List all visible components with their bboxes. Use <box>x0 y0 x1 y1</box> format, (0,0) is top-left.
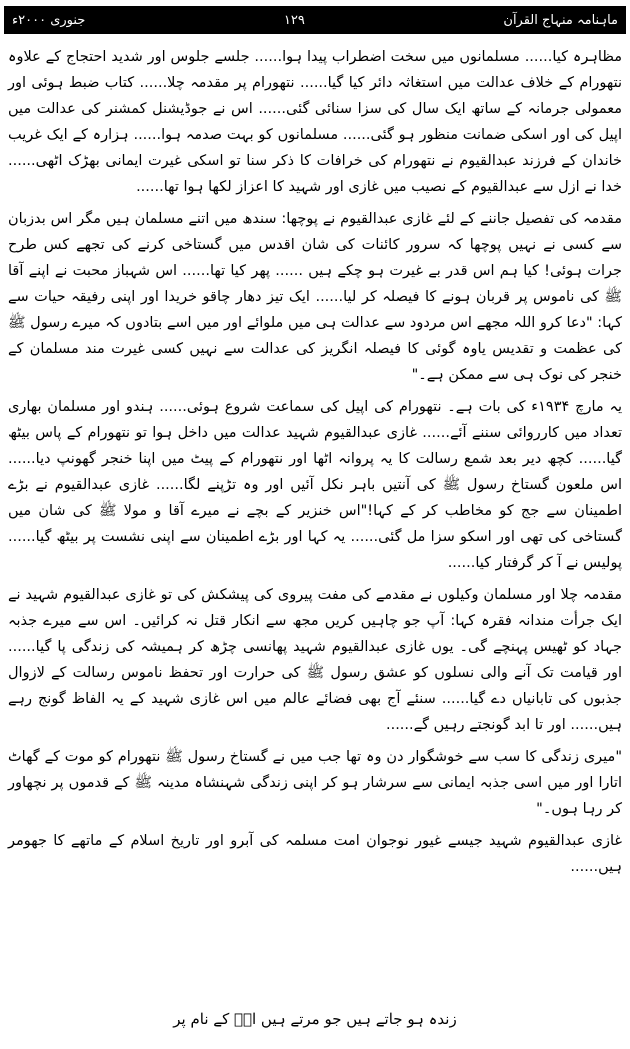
magazine-title: ماہنامہ منہاج القرآن <box>503 12 618 28</box>
page-header <box>4 6 626 34</box>
closing-couplet: زندہ ہو جاتے ہیں جو مرتے ہیں انؐ کے نام پر <box>173 1010 457 1028</box>
page-number: ۱۲۹ <box>283 12 305 28</box>
issue-date: جنوری ۲۰۰۰ء <box>12 12 86 28</box>
paragraph: مقدمہ چلا اور مسلمان وکیلوں نے مقدمے کی مفت پیروی کی پیشکش کی تو غازی عبدالقیوم شہید نے ایک جرأت مندانہ فقرہ کہا: آپ جو چاہیں کریں مجھ سے انکار قتل نہ کرائیں۔ اس سے میرے جذبہ جہاد کو ٹھیس پہنچے گی۔ یوں غازی عبدالقیوم شہید پھانسی چڑھ کر ہمیشہ کی زندگی پا گیا...... اور قیامت تک آنے والی نسلوں کو عشق رسول ﷺ کی حرارت اور تحفظ ناموس رسالت کے لازوال جذبوں کی تابانیاں دے گیا...... سنئے آج بھی فضائے عالم میں اس غازی شہید کے یہ الفاظ گونج رہے ہیں...... اور تا ابد گونجتے رہیں گے...... <box>8 587 622 733</box>
paragraph: مقدمہ کی تفصیل جاننے کے لئے غازی عبدالقیوم نے پوچھا: سندھ میں اتنے مسلمان ہیں مگر اس بدزبان سے کسی نے نہیں پوچھا کہ سرور کائنات کی شان اقدس میں گستاخی کرنے کی تجھے کس طرح جرات ہوئی! کیا ہم اس قدر بے غیرت ہو چکے ہیں ...... پھر کیا تھا...... اس شہباز محبت نے اپنے آقا ﷺ کی ناموس پر قربان ہونے کا فیصلہ کر لیا...... ایک تیز دھار چاقو خریدا اور اپنی رفیقہ حیات سے کہا: "دعا کرو اللہ مجھے اس مردود سے عدالت ہی میں ملوائے اور میں اسے بتادوں کہ میرے رسول ﷺ کی عظمت و تقدیس یاوہ گوئی کا فیصلہ انگریز کی عدالت سے نہیں کسی غیرت مند مسلمان کے خنجر کی نوک ہی سے ممکن ہے۔" <box>8 211 622 383</box>
paragraph: غازی عبدالقیوم شہید جیسے غیور نوجوان امت مسلمہ کی آبرو اور تاریخ اسلام کے ماتھے کا جھومر ہیں...... <box>8 833 622 875</box>
paragraph: یہ مارچ ۱۹۳۴ء کی بات ہے۔ نتھورام کی اپیل کی سماعت شروع ہوئی...... ہندو اور مسلمان بھاری تعداد میں کارروائی سننے آئے...... غازی عبدالقیوم شہید عدالت میں داخل ہوا تو نتھورام کے پاس بیٹھ گیا...... کچھ دیر بعد شمع رسالت کا یہ پروانہ اٹھا اور نتھورام کے پیٹ میں اپنا خنجر گھونپ دیا...... اس ملعون گستاخ رسول ﷺ کی آنتیں باہر نکل آئیں اور وہ تڑپنے لگا...... غازی عبدالقیوم نے بڑے اطمینان سے جج کو مخاطب کر کے کہا!"اس خنزیر کے بچے نے میرے آقا و مولا ﷺ کی شان میں گستاخی کی تھی اور اسکو سزا مل گئی...... یہ کہا اور بڑے اطمینان سے اپنی نشست پر بیٹھ گیا...... پولیس نے آ کر گرفتار کیا...... <box>8 399 622 571</box>
paragraph: مظاہرہ کیا...... مسلمانوں میں سخت اضطراب پیدا ہوا...... جلسے جلوس اور شدید احتجاج کے علاوہ نتھورام کے خلاف عدالت میں استغاثہ دائر کیا گیا...... نتھورام پر مقدمہ چلا...... کتاب ضبط ہوئی اور معمولی جرمانہ کے ساتھ ایک سال کی سزا سنائی گئی...... اس نے جوڈیشنل کمشنر کی عدالت میں اپیل کی اور اسکی ضمانت منظور ہو گئی...... مسلمانوں کو بہت صدمہ ہوا...... ہزارہ کے ایک غریب خاندان کے فرزند عبدالقیوم نے نتھورام کی خرافات کا ذکر سنا تو اسکی غیرت ایمانی بھڑک اٹھی...... خدا نے ازل سے عبدالقیوم کے نصیب میں غازی اور شہید کا اعزاز لکھا ہوا تھا...... <box>8 49 622 195</box>
article-body <box>8 44 622 886</box>
paragraph: "میری زندگی کا سب سے خوشگوار دن وہ تھا جب میں نے گستاخ رسول ﷺ نتھورام کو موت کے گھاٹ اتارا اور میں اسی جذبہ ایمانی سے سرشار ہو کر اپنی زندگی شہنشاہ مدینہ ﷺ کے قدموں پر نچھاور کر رہا ہوں۔" <box>8 749 622 817</box>
